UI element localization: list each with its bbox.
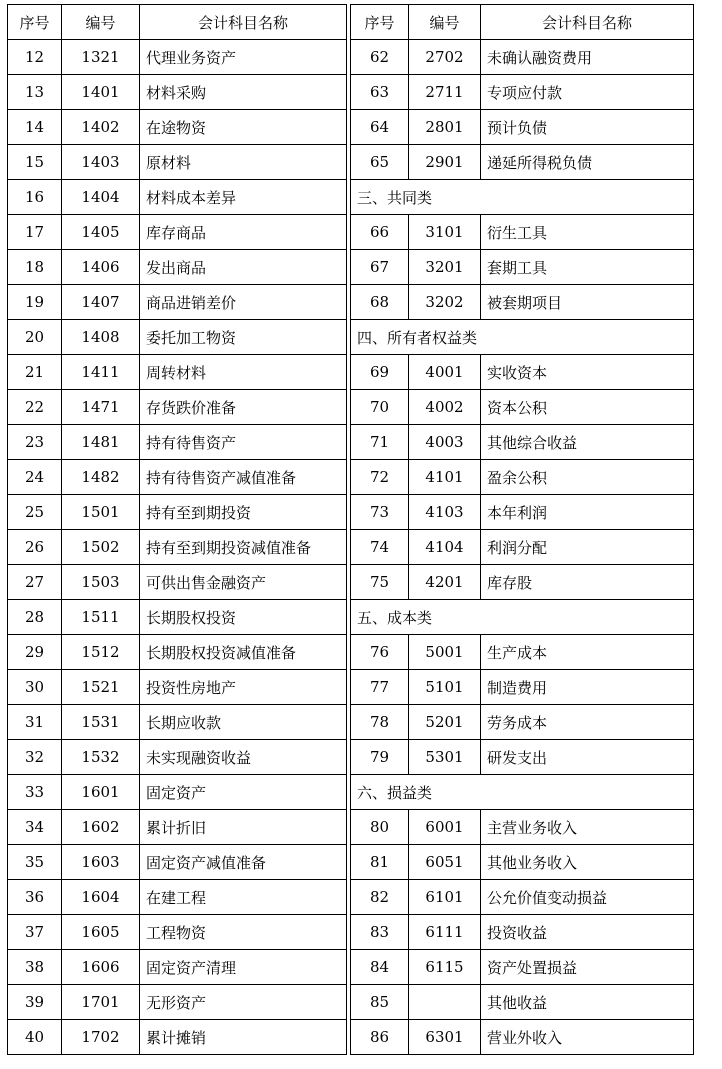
table-row: [8, 600, 347, 635]
account-code: 3202: [409, 285, 481, 320]
table-row: [351, 880, 694, 915]
account-name: 劳务成本: [481, 705, 694, 740]
table-row: [8, 355, 347, 390]
accounts-table-left: [7, 4, 347, 1055]
account-name: 其他综合收益: [481, 425, 694, 460]
account-code: 4001: [409, 355, 481, 390]
account-code: 1606: [62, 950, 140, 985]
account-name: 长期股权投资减值准备: [140, 635, 347, 670]
table-header-row: [8, 5, 347, 40]
account-code: 1408: [62, 320, 140, 355]
account-name: 未确认融资费用: [481, 40, 694, 75]
table-row: [351, 810, 694, 845]
account-code: 1532: [62, 740, 140, 775]
row-number: 12: [8, 40, 62, 75]
account-name: 利润分配: [481, 530, 694, 565]
account-name: 投资收益: [481, 915, 694, 950]
header-code: 编号: [62, 5, 140, 40]
row-number: 22: [8, 390, 62, 425]
table-row: [8, 145, 347, 180]
account-name: 营业外收入: [481, 1020, 694, 1055]
table-row: [8, 880, 347, 915]
account-code: 4002: [409, 390, 481, 425]
row-number: 38: [8, 950, 62, 985]
account-name: 代理业务资产: [140, 40, 347, 75]
account-name: 预计负债: [481, 110, 694, 145]
row-number: 84: [351, 950, 409, 985]
table-row: [351, 530, 694, 565]
table-row: [8, 740, 347, 775]
table-row: [351, 40, 694, 75]
account-name: 长期股权投资: [140, 600, 347, 635]
table-row: [8, 460, 347, 495]
account-code: 5001: [409, 635, 481, 670]
table-row: [8, 985, 347, 1020]
header-name: 会计科目名称: [140, 5, 347, 40]
table-row: [351, 845, 694, 880]
account-name: 持有待售资产减值准备: [140, 460, 347, 495]
section-title: 五、成本类: [351, 600, 694, 635]
account-name: 存货跌价准备: [140, 390, 347, 425]
table-row: [351, 460, 694, 495]
row-number: 67: [351, 250, 409, 285]
section-row: [351, 320, 694, 355]
row-number: 77: [351, 670, 409, 705]
row-number: 75: [351, 565, 409, 600]
row-number: 18: [8, 250, 62, 285]
table-row: [351, 670, 694, 705]
row-number: 31: [8, 705, 62, 740]
row-number: 39: [8, 985, 62, 1020]
account-code: 1403: [62, 145, 140, 180]
account-code: 1411: [62, 355, 140, 390]
account-code: 6111: [409, 915, 481, 950]
row-number: 32: [8, 740, 62, 775]
row-number: 72: [351, 460, 409, 495]
account-code: 1601: [62, 775, 140, 810]
left-table-body: [8, 40, 347, 1055]
table-row: [351, 215, 694, 250]
account-code: 4101: [409, 460, 481, 495]
account-name: 委托加工物资: [140, 320, 347, 355]
account-name: 递延所得税负债: [481, 145, 694, 180]
account-code: 4103: [409, 495, 481, 530]
table-row: [351, 950, 694, 985]
table-row: [351, 110, 694, 145]
row-number: 24: [8, 460, 62, 495]
table-row: [8, 845, 347, 880]
table-row: [8, 180, 347, 215]
section-title: 四、所有者权益类: [351, 320, 694, 355]
table-row: [8, 215, 347, 250]
account-code: 6115: [409, 950, 481, 985]
header-name: 会计科目名称: [481, 5, 694, 40]
table-row: [351, 705, 694, 740]
row-number: 23: [8, 425, 62, 460]
account-code: 4003: [409, 425, 481, 460]
account-code: 1603: [62, 845, 140, 880]
table-row: [8, 670, 347, 705]
table-row: [351, 285, 694, 320]
table-row: [8, 495, 347, 530]
table-row: [8, 950, 347, 985]
row-number: 13: [8, 75, 62, 110]
account-name: 衍生工具: [481, 215, 694, 250]
account-name: 持有至到期投资减值准备: [140, 530, 347, 565]
account-name: 固定资产清理: [140, 950, 347, 985]
table-row: [351, 495, 694, 530]
accounts-table-right: [350, 4, 694, 1055]
account-name: 工程物资: [140, 915, 347, 950]
account-name: 研发支出: [481, 740, 694, 775]
account-code: 6101: [409, 880, 481, 915]
account-name: 库存商品: [140, 215, 347, 250]
account-code: 1604: [62, 880, 140, 915]
account-code: 1602: [62, 810, 140, 845]
account-name: 制造费用: [481, 670, 694, 705]
row-number: 33: [8, 775, 62, 810]
row-number: 65: [351, 145, 409, 180]
row-number: 81: [351, 845, 409, 880]
account-code: 1407: [62, 285, 140, 320]
table-row: [8, 285, 347, 320]
account-code: 6301: [409, 1020, 481, 1055]
row-number: 15: [8, 145, 62, 180]
account-code: 1511: [62, 600, 140, 635]
account-name: 在途物资: [140, 110, 347, 145]
table-row: [8, 75, 347, 110]
table-row: [8, 565, 347, 600]
table-row: [351, 425, 694, 460]
table-row: [8, 635, 347, 670]
section-row: [351, 775, 694, 810]
account-code: 5101: [409, 670, 481, 705]
section-row: [351, 600, 694, 635]
row-number: 85: [351, 985, 409, 1020]
account-name: 可供出售金融资产: [140, 565, 347, 600]
table-row: [351, 145, 694, 180]
row-number: 16: [8, 180, 62, 215]
account-code: 2711: [409, 75, 481, 110]
account-code: 1502: [62, 530, 140, 565]
account-code: 5301: [409, 740, 481, 775]
account-name: 未实现融资收益: [140, 740, 347, 775]
table-row: [351, 985, 694, 1020]
row-number: 25: [8, 495, 62, 530]
table-row: [8, 810, 347, 845]
account-name: 其他业务收入: [481, 845, 694, 880]
account-code: 1405: [62, 215, 140, 250]
account-code: 2702: [409, 40, 481, 75]
table-row: [8, 915, 347, 950]
account-name: 资本公积: [481, 390, 694, 425]
table-row: [8, 1020, 347, 1055]
account-code: 1401: [62, 75, 140, 110]
account-name: 库存股: [481, 565, 694, 600]
row-number: 80: [351, 810, 409, 845]
row-number: 66: [351, 215, 409, 250]
table-row: [351, 75, 694, 110]
table-row: [351, 740, 694, 775]
account-code: 2801: [409, 110, 481, 145]
table-row: [351, 565, 694, 600]
row-number: 79: [351, 740, 409, 775]
table-row: [8, 425, 347, 460]
row-number: 63: [351, 75, 409, 110]
table-row: [8, 250, 347, 285]
table-row: [351, 1020, 694, 1055]
account-name: 投资性房地产: [140, 670, 347, 705]
section-title: 三、共同类: [351, 180, 694, 215]
account-code: 4104: [409, 530, 481, 565]
account-code: 1501: [62, 495, 140, 530]
row-number: 36: [8, 880, 62, 915]
row-number: 19: [8, 285, 62, 320]
account-code: 1531: [62, 705, 140, 740]
section-title: 六、损益类: [351, 775, 694, 810]
table-row: [351, 635, 694, 670]
table-row: [8, 320, 347, 355]
row-number: 73: [351, 495, 409, 530]
account-name: 其他收益: [481, 985, 694, 1020]
header-code: 编号: [409, 5, 481, 40]
account-code: 1482: [62, 460, 140, 495]
row-number: 34: [8, 810, 62, 845]
row-number: 30: [8, 670, 62, 705]
account-code: 1521: [62, 670, 140, 705]
account-name: 持有至到期投资: [140, 495, 347, 530]
account-name: 主营业务收入: [481, 810, 694, 845]
table-row: [8, 110, 347, 145]
account-code: 1605: [62, 915, 140, 950]
row-number: 40: [8, 1020, 62, 1055]
account-name: 公允价值变动损益: [481, 880, 694, 915]
table-row: [8, 775, 347, 810]
account-name: 资产处置损益: [481, 950, 694, 985]
row-number: 20: [8, 320, 62, 355]
account-code: 3101: [409, 215, 481, 250]
account-code: 1701: [62, 985, 140, 1020]
table-header-row: [351, 5, 694, 40]
account-name: 套期工具: [481, 250, 694, 285]
account-name: 固定资产: [140, 775, 347, 810]
account-code: 3201: [409, 250, 481, 285]
row-number: 82: [351, 880, 409, 915]
account-name: 发出商品: [140, 250, 347, 285]
table-row: [8, 530, 347, 565]
account-name: 原材料: [140, 145, 347, 180]
header-no: 序号: [8, 5, 62, 40]
account-code: 2901: [409, 145, 481, 180]
table-row: [351, 915, 694, 950]
account-name: 本年利润: [481, 495, 694, 530]
account-name: 生产成本: [481, 635, 694, 670]
account-name: 实收资本: [481, 355, 694, 390]
account-name: 商品进销差价: [140, 285, 347, 320]
account-name: 材料采购: [140, 75, 347, 110]
table-row: [351, 250, 694, 285]
table-row: [8, 390, 347, 425]
table-row: [8, 40, 347, 75]
row-number: 86: [351, 1020, 409, 1055]
table-row: [351, 355, 694, 390]
row-number: 69: [351, 355, 409, 390]
row-number: 68: [351, 285, 409, 320]
account-name: 累计摊销: [140, 1020, 347, 1055]
account-name: 长期应收款: [140, 705, 347, 740]
account-code: 4201: [409, 565, 481, 600]
account-name: 持有待售资产: [140, 425, 347, 460]
row-number: 64: [351, 110, 409, 145]
row-number: 21: [8, 355, 62, 390]
section-row: [351, 180, 694, 215]
account-name: 在建工程: [140, 880, 347, 915]
table-row: [351, 390, 694, 425]
account-name: 材料成本差异: [140, 180, 347, 215]
account-name: 累计折旧: [140, 810, 347, 845]
row-number: 26: [8, 530, 62, 565]
row-number: 62: [351, 40, 409, 75]
account-code: 6001: [409, 810, 481, 845]
row-number: 17: [8, 215, 62, 250]
row-number: 14: [8, 110, 62, 145]
row-number: 71: [351, 425, 409, 460]
row-number: 29: [8, 635, 62, 670]
account-code: 1404: [62, 180, 140, 215]
account-name: 盈余公积: [481, 460, 694, 495]
row-number: 35: [8, 845, 62, 880]
table-row: [8, 705, 347, 740]
row-number: 70: [351, 390, 409, 425]
row-number: 83: [351, 915, 409, 950]
row-number: 76: [351, 635, 409, 670]
account-code: 1702: [62, 1020, 140, 1055]
account-name: 固定资产减值准备: [140, 845, 347, 880]
account-name: 周转材料: [140, 355, 347, 390]
account-code: 1481: [62, 425, 140, 460]
account-code: 6051: [409, 845, 481, 880]
account-name: 无形资产: [140, 985, 347, 1020]
row-number: 28: [8, 600, 62, 635]
row-number: 37: [8, 915, 62, 950]
account-name: 专项应付款: [481, 75, 694, 110]
account-name: 被套期项目: [481, 285, 694, 320]
account-code: 1503: [62, 565, 140, 600]
row-number: 78: [351, 705, 409, 740]
account-code: 1406: [62, 250, 140, 285]
account-code: 5201: [409, 705, 481, 740]
row-number: 74: [351, 530, 409, 565]
account-code: [409, 985, 481, 1020]
account-code: 1471: [62, 390, 140, 425]
row-number: 27: [8, 565, 62, 600]
account-code: 1321: [62, 40, 140, 75]
right-table-body: [351, 40, 694, 1055]
header-no: 序号: [351, 5, 409, 40]
account-code: 1402: [62, 110, 140, 145]
account-code: 1512: [62, 635, 140, 670]
